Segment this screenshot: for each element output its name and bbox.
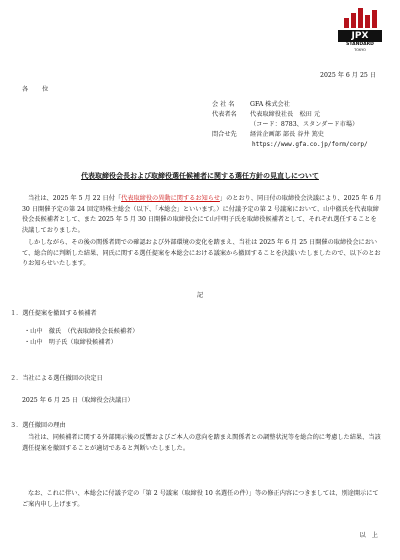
company-name-label: 会 社 名 [212, 101, 235, 108]
section1-heading: １．選任提案を撤回する候補者 [10, 310, 97, 317]
jpx-standard-logo [338, 8, 382, 52]
contact-url-link[interactable]: https://www.gfa.co.jp/form/corp/ [252, 141, 368, 148]
logo-bars-icon [338, 8, 382, 28]
decision-date: 2025 年 6 月 25 日（取締役会決議日） [22, 397, 134, 404]
contact-label: 問合せ先 [212, 131, 237, 138]
document-date: 2025 年 6 月 25 日 [320, 72, 376, 79]
second-paragraph: しかしながら、その後の関係者間での確認および外部環境の変化を踏まえ、当社は 2025 年 6 月 25 日開催の取締役会において、総合的に判断した結果、同氏に関する選任提案を本総会における議案から撤回することを決議いたしましたので、以下のとおりお知らせいたします。 [22, 239, 381, 267]
candidate-2: ・山中 明子氏（取締役候補者） [24, 339, 117, 346]
related-notice-link[interactable]: 代表取締役の異動に関するお知らせ [121, 195, 220, 202]
intro-paragraph [22, 194, 382, 236]
representative-value: 代表取締役社長 松田 元 [250, 111, 321, 118]
logo-jpx-text: JPX [338, 30, 382, 42]
logo-tokyo-text: TOKYO [354, 48, 366, 52]
intro-text-before: 当社は、2025 年 5 月 22 日付「 [28, 195, 122, 202]
addressee: 各 位 [22, 86, 55, 93]
representative-label: 代表者名 [212, 111, 237, 118]
document-title: 代表取締役会長および取締役選任候補者に関する選任方針の見直しについて [81, 171, 319, 180]
logo-standard-text: STANDARD [346, 42, 374, 47]
candidate-1: ・山中 徹氏 （代表取締役会長候補者） [24, 328, 139, 335]
closing-mark: 以 上 [359, 532, 378, 539]
company-name-value: GFA 株式会社 [250, 101, 290, 108]
ki-heading: 記 [196, 292, 204, 299]
closing-paragraph: なお、これに伴い、本総会に付議予定の「第 2 号議案（取締役 10 名選任の件）」等の修正内容につきましては、別途開示にてご案内申し上げます。 [22, 490, 379, 508]
reason-text: 当社は、同候補者に関する外部開示後の反響およびご本人の意向を踏まえ関係者との調整状況等を総合的に考慮した結果、当該選任提案を撤回することが適切であると判断いたしました。 [22, 434, 381, 452]
stock-code: （コード：8783、スタンダード市場） [250, 121, 359, 128]
section3-heading: ３．選任撤回の理由 [10, 422, 66, 429]
intro-text-after: 」のとおり、同日付の取締役会決議により、2025 年 6 月 30 日開催予定の第 24 回定時株主総会（以下、「本総会」といいます。）に付議予定の第 2 号議案において、山中徹氏を代表取締役会長候補者として、また 2025 年 5 月 30 日開催の取締役会にて山中明子氏を取締役候補者として、それぞれ選任することを決議しておりました。 [22, 195, 382, 234]
section2-heading: ２．当社による選任撤回の決定日 [10, 375, 103, 382]
contact-value: 経営企画部 部長 谷井 篤史 [250, 131, 324, 138]
